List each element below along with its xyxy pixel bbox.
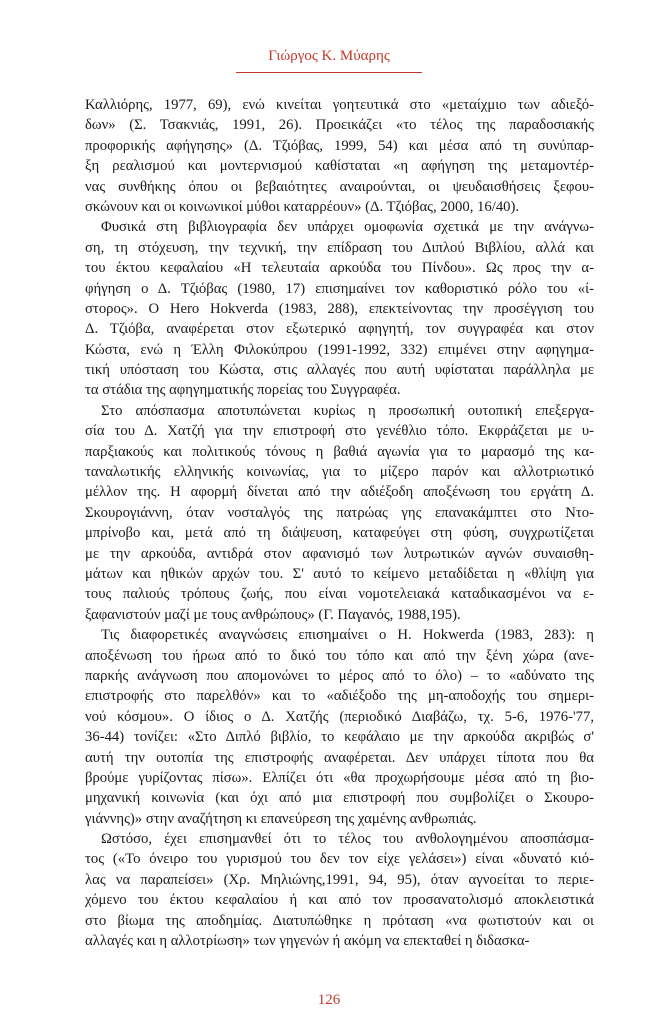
text-line: μηχανική κοινωνία (και όχι από μια επιστροφή που συμβολίζει ο Σκουρο- [85,790,594,807]
text-line: αυτή την ουτοπία της επιστροφής αναφέρεται. Δεν υπάρχει τίποτα που θα [85,749,594,766]
text-line: με την αρκούδα, αντιδρά στον αφανισμό των λυτρωτικών αγνών συναισθη- [85,545,594,562]
text-line: ξαφανιστούν μαζί με τους ανθρώπους» (Γ. Παγανός, 1988,195). [85,606,461,623]
text-line: παρκής ανάγνωση που απομονώνει το μέρος από το όλο) – το «αδύνατο της [85,667,594,684]
text-line: δων» (Σ. Τσακνιάς, 1991, 26). Προεικάζει «το τέλος της παραδοσιακής [85,117,594,134]
text-line: Σκουρογιάννη, όταν νοσταλγός της πατρώας γης επανακάμπτει στο Ντο- [85,504,594,521]
text-line: προφορικής αφήγησης» (Δ. Τζιόβας, 1999, 54) και μέσα από τη συνύπαρ- [85,137,594,154]
header-underline [236,72,422,73]
paragraph [85,95,594,217]
text-line: στο βίωμα της αποδημίας. Διατυπώθηκε η πρόταση «να φωτιστούν και οι [85,912,594,929]
text-line: ξη ρεαλισμού και μοντερνισμού καθίσταται «η αφήγηση της μεταμοντέρ- [85,158,594,175]
text-line: νας συνθήκης όπου οι βεβαιότητες αναιρούνται, οι ψευδαισθήσεις ξεφου- [85,178,594,195]
paragraph [85,829,594,951]
text-line: μάτων και ηθικών αρχών του. Σ' αυτό το κείμενο μεταδίδεται η «θλίψη για [85,565,594,582]
text-line: μπρίνοβο και, μετά από τη διάψευση, καταφεύγει στη φύση, συγχρωτίζεται [85,525,594,542]
text-line: βρούμε γυρίζοντας πίσω». Ελπίζει ότι «θα προχωρήσουμε μέσα από τη βιο- [85,769,594,786]
text-line: στορος». Ο Hero Hokverda (1983, 288), επεκτείνοντας την προσέγγιση του [85,300,594,317]
text-line: τους παλιούς τρόπους ζωής, που είναι νομοτελειακά καταδικασμένοι να ε- [85,586,594,603]
text-line: μέλλον της. Η αφορμή δίνεται από την αδιέξοδη αποξένωση του εργάτη Δ. [85,484,594,501]
text-line: σκώνουν και οι κοινωνικοί μύθοι καταρρέουν» (Δ. Τζιόβας, 2000, 16/40). [85,198,520,215]
text-line: 36-44) τονίζει: «Στο Διπλό βιβλίο, το κεφάλαιο με την αρκούδα ακριβώς σ' [85,729,594,746]
text-line: αλλαγές και η αλλοτρίωση» των γηγενών ή ακόμη να επεκταθεί η διδασκα- [85,933,530,950]
text-line: ση, τη στόχευση, την τεχνική, την επίδραση του Διπλού Βιβλίου, αλλά και [85,239,594,256]
text-line: Καλλιόρης, 1977, 69), ενώ κινείται γοητευτικά στο «μεταίχμιο των αδιεξό- [85,97,594,113]
text-line: σία του Δ. Χατζή για την επιστροφή στο γενέθλιο τόπο. Εκφράζεται με υ- [85,423,594,440]
page-number: 126 [317,992,341,1008]
text-line: παρξιακούς και πολιτικούς τόνους η βαθιά αγωνία για το μαρασμό της κα- [85,443,594,460]
text-line: γιάννης)» στην αναζήτηση κι επανεύρεση της χαμένης ανθρωπιάς. [85,810,477,827]
paragraph [85,401,594,625]
text-line: ταναλωτικής ελληνικής κοινωνίας, για το μίζερο παρόν και αλλοτριωτικό [85,464,594,481]
text-line: χόμενο του έκτου κεφαλαίου ή και από τον προσανατολισμό αποκλειστικά [85,892,594,909]
text-line: Δ. Τζιόβα, αναφέρεται στον εξωτερικό αφηγητή, τον συγγραφέα και στον [85,321,594,338]
text-line: του έκτου κεφαλαίου «Η τελευταία αρκούδα του Πίνδου». Ως προς την α- [85,260,594,277]
text-line: τική υπόσταση του Κώστα, στις αλλαγές που αυτή υφίσταται παράλληλα με [85,362,594,379]
paragraph [85,625,594,829]
body-text [85,95,594,951]
text-line: επιστροφής στο παρελθόν» και το «αδιέξοδο της μη-αποδοχής του σημερι- [85,688,594,705]
text-line: τα στάδια της αφηγηματικής πορείας του Συγγραφέα. [85,382,401,399]
text-line: τος («Το όνειρο του γυρισμού του δεν τον είχε γελάσει») είναι «δυνατό κιό- [85,851,594,868]
text-line: Στο απόσπασμα αποτυπώνεται κυρίως η προσωπική ουτοπική επεξεργα- [101,402,594,419]
text-line: φήγηση ο Δ. Τζιόβας (1980, 17) επισημαίνει τον καθοριστικό ρόλο του «ί- [85,280,594,297]
paragraph [85,217,594,401]
text-line: Κώστα, ενώ η Έλλη Φιλοκύπρου (1991-1992, 332) επιμένει στην αφηγημα- [85,341,594,358]
text-line: λας να παραπείσει» (Χρ. Μηλιώνης,1991, 94, 95), όταν αγνοείται το περιε- [85,871,594,888]
text-line: νού κόσμου». Ο ίδιος ο Δ. Χατζής (περιοδικό Διαβάζω, τχ. 5-6, 1976-'77, [85,708,594,725]
text-line: Τις διαφορετικές αναγνώσεις επισημαίνει ο Η. Hokwerda (1983, 283): η [101,627,594,644]
text-line: αποξένωση του ήρωα από το δικό του τόπο και από την ξένη χώρα (ανε- [85,647,594,664]
text-line: Φυσικά στη βιβλιογραφία δεν υπάρχει ομοφωνία σχετικά με την ανάγνω- [101,219,594,236]
running-header: Γιώργος Κ. Μύαρης [268,48,390,64]
text-line: Ωστόσο, έχει επισημανθεί ότι το τέλος του ανθολογημένου αποσπάσμα- [101,831,594,848]
